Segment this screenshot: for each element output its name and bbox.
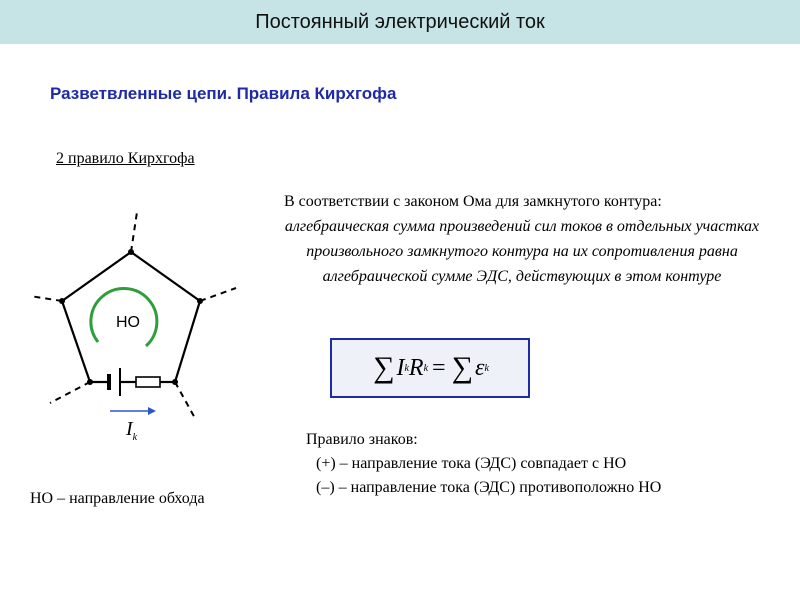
branch-right bbox=[200, 288, 236, 301]
branch-bottom-right bbox=[175, 382, 196, 420]
branch-bottom-left bbox=[50, 382, 90, 403]
intro-text: В соответствии с законом Ома для замкнутого контура: bbox=[284, 193, 662, 210]
current-label: $I_k$ bbox=[126, 418, 138, 443]
slide-header bbox=[0, 0, 800, 44]
rule-title: 2 правило Кирхгофа bbox=[56, 150, 195, 167]
kirchhoff-formula: ∑ I k R k = ∑ ε k bbox=[330, 338, 530, 398]
branch-top bbox=[131, 212, 137, 252]
formula-i: I bbox=[396, 354, 405, 381]
sign-rule-minus: (–) – направление тока (ЭДС) противоположно НО bbox=[316, 479, 662, 496]
section-subtitle: Разветвленные цепи. Правила Кирхгофа bbox=[50, 84, 397, 103]
branch-left bbox=[30, 296, 62, 301]
formula-r: R bbox=[408, 354, 424, 381]
loop-direction-label: НО bbox=[116, 314, 140, 331]
rule-description bbox=[284, 189, 784, 289]
resistor-icon bbox=[136, 377, 160, 387]
current-arrow-icon bbox=[110, 407, 156, 415]
definition-text: алгебраическая сумма произведений сил токов в отдельных участках произвольного замкнутого контура на их сопротивления равна алгебраической сумме ЭДС, действующих в этом контуре bbox=[284, 218, 760, 285]
sum-symbol-right: ∑ bbox=[451, 351, 473, 384]
formula-eps: ε bbox=[474, 354, 485, 381]
circuit-diagram bbox=[0, 195, 280, 455]
sign-rule-plus: (+) – направление тока (ЭДС) совпадает с НО bbox=[316, 455, 627, 472]
battery-icon bbox=[109, 368, 120, 396]
legend-text: НО – направление обхода bbox=[30, 490, 205, 507]
slide-title: Постоянный электрический ток bbox=[255, 10, 545, 33]
sum-symbol: ∑ bbox=[373, 351, 395, 384]
sign-rules-title: Правило знаков: bbox=[306, 431, 418, 448]
formula-equals: = bbox=[432, 354, 446, 381]
sign-rules bbox=[306, 428, 661, 500]
